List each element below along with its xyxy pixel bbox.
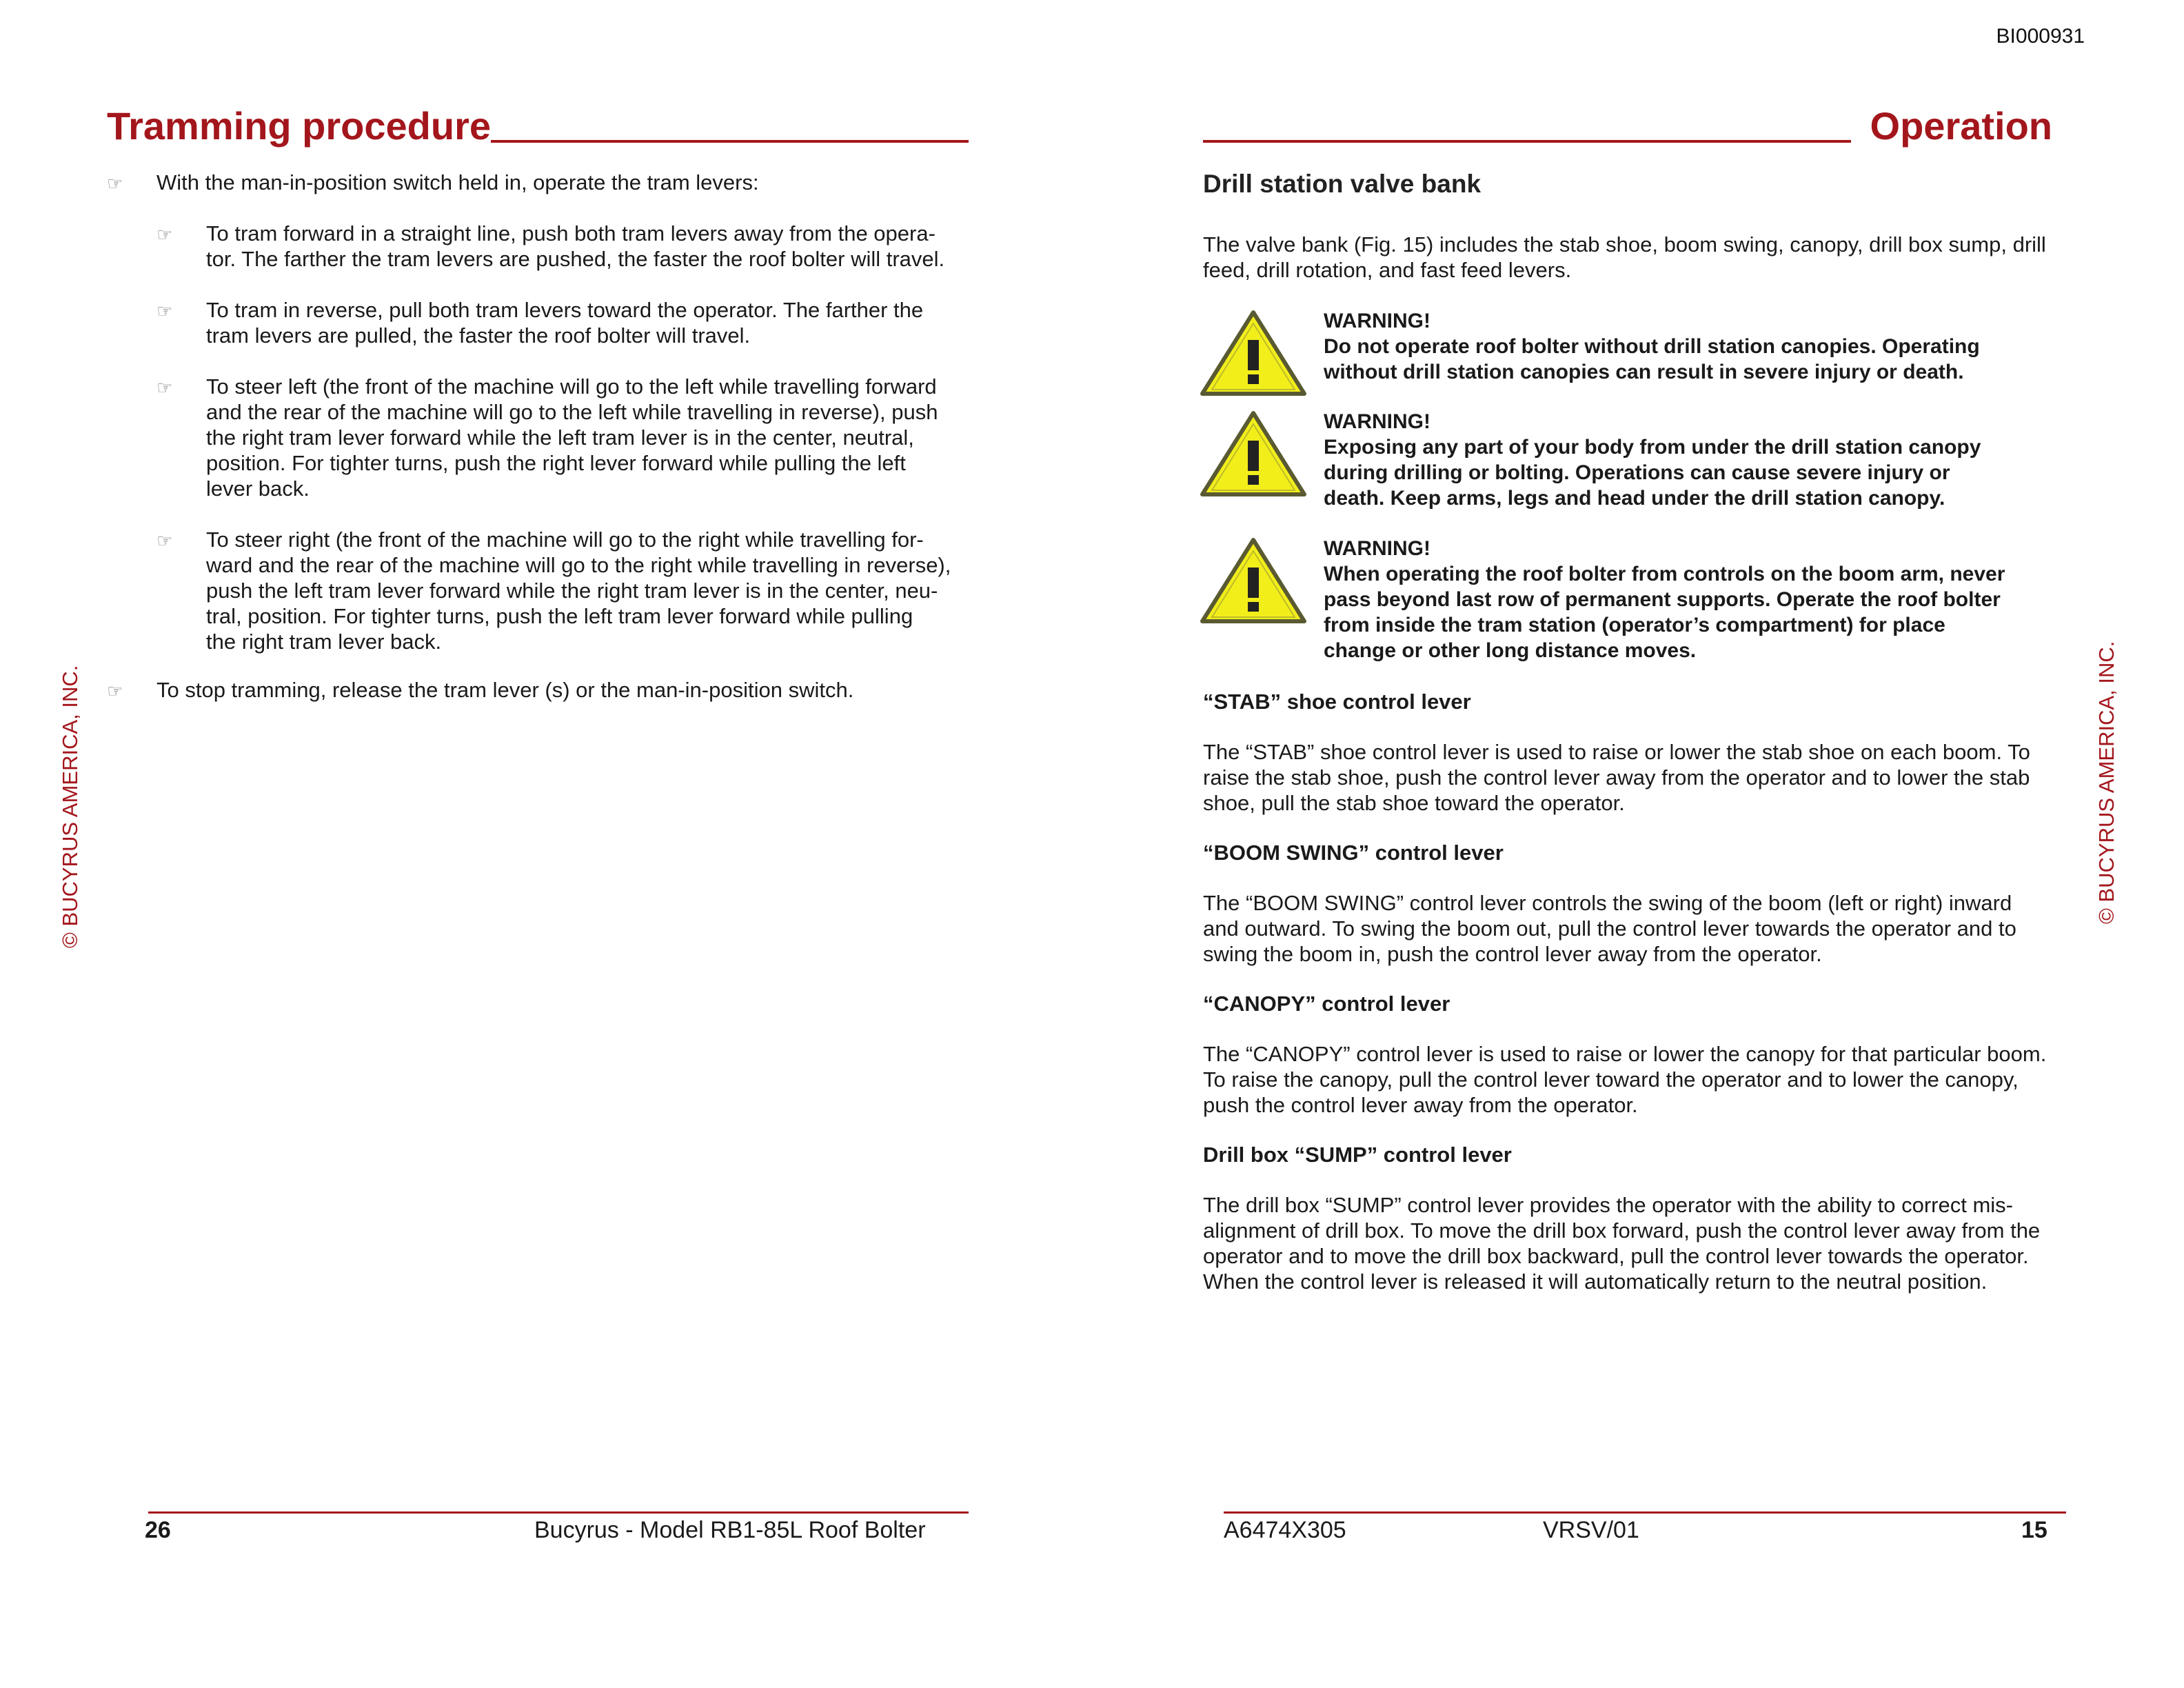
left-page-number: 26 <box>145 1517 171 1543</box>
warning-text <box>1324 308 1980 409</box>
right-page-header <box>1203 103 2052 148</box>
warnings <box>1200 308 2089 667</box>
pointing-hand-icon: ☞ <box>156 224 173 245</box>
lever-heading: “CANOPY” control lever <box>1203 992 1450 1016</box>
list-item-text: To steer right (the front of the machine will go to the right while travelling for- ward and the rear of the machine will go to the right while travelling in reverse), push the left tram lever forward while the right tram lever is in the center, neu- tral, position. For tighter turns, push the left tram lever forward while pulling the right tram lever back. <box>206 528 951 654</box>
right-side-copyright: © BUCYRUS AMERICA, INC. <box>2094 641 2119 924</box>
list-item <box>156 297 984 348</box>
warning-title: WARNING! <box>1324 310 1430 332</box>
pointing-hand-icon: ☞ <box>107 681 123 701</box>
left-page-header <box>107 103 969 148</box>
warning-body: Exposing any part of your body from under the drill station canopy during drilling or bolting. Operations can cause severe injury or death. Keep arms, legs and head under the drill station canopy. <box>1324 436 1981 510</box>
pointing-hand-icon: ☞ <box>156 530 173 551</box>
warning-triangle-icon <box>1200 536 1307 625</box>
warning-triangle-icon <box>1200 409 1307 499</box>
pointing-hand-icon: ☞ <box>107 173 123 194</box>
lever-heading: “STAB” shoe control lever <box>1203 690 1471 714</box>
title-underline <box>491 140 969 143</box>
lever-section <box>1203 1143 2089 1294</box>
warning-text <box>1324 409 1981 536</box>
left-page-title: Tramming procedure <box>107 104 492 148</box>
warning-title: WARNING! <box>1324 410 1430 433</box>
document-id: BI000931 <box>1996 25 2085 48</box>
title-underline <box>1203 140 1851 143</box>
warning-triangle-icon <box>1200 308 1307 398</box>
lever-description: The “STAB” shoe control lever is used to raise or lower the stab shoe on each boom. To raise the stab shoe, push the control lever away from the operator and to lower the stab shoe, pull the stab shoe toward the operator. <box>1203 740 2030 815</box>
lever-section <box>1203 690 2089 816</box>
pointing-hand-icon: ☞ <box>156 377 173 398</box>
list-item <box>156 374 984 501</box>
pointing-hand-icon: ☞ <box>156 301 173 321</box>
warning-body: Do not operate roof bolter without drill station canopies. Operating without drill station canopies can result in severe injury or death. <box>1324 335 1980 383</box>
stop-bullet <box>107 677 975 704</box>
list-item-text: To tram forward in a straight line, push both tram levers away from the opera- tor. The farther the tram levers are pushed, the faster the roof bolter will travel. <box>206 221 945 271</box>
right-footer-rule <box>1224 1511 2066 1514</box>
right-page-number: 15 <box>2021 1517 2048 1543</box>
lever-section <box>1203 841 2089 967</box>
lever-heading: Drill box “SUMP” control lever <box>1203 1143 1512 1167</box>
list-item <box>156 527 984 654</box>
warning-text <box>1324 536 2005 667</box>
tram-sub-bullets <box>156 221 984 680</box>
intro-bullet <box>107 170 975 197</box>
valve-bank-heading: Drill station valve bank <box>1203 170 1482 198</box>
right-page-title: Operation <box>1870 104 2052 148</box>
warning-body: When operating the roof bolter from controls on the boom arm, never pass beyond last row of permanent supports. Operate the roof bolter from inside the tram station (operator’s compartment) for place change or other long distance moves. <box>1324 563 2005 662</box>
warning-block <box>1200 308 2089 409</box>
list-item-text: To steer left (the front of the machine will go to the left while travelling forward and the rear of the machine will go to the left while travelling in reverse), push the right tram lever forward while the left tram lever is in the center, neutral, position. For tighter turns, push the right lever forward while pulling the left lever back. <box>206 374 938 501</box>
revision: VRSV/01 <box>1543 1517 1639 1543</box>
lever-description: The “BOOM SWING” control lever controls the swing of the boom (left or right) inward and outward. To swing the boom out, pull the control lever towards the operator and to swing the boom in, push the control lever away from the operator. <box>1203 891 2016 966</box>
list-item-text: To tram in reverse, pull both tram levers toward the operator. The farther the tram levers are pulled, the faster the roof bolter will travel. <box>206 298 924 348</box>
list-item <box>156 221 984 272</box>
lever-section <box>1203 992 2089 1118</box>
control-lever-sections <box>1203 690 2089 1294</box>
left-footer-title: Bucyrus - Model RB1-85L Roof Bolter <box>534 1517 926 1543</box>
left-side-copyright: © BUCYRUS AMERICA, INC. <box>58 665 82 948</box>
warning-title: WARNING! <box>1324 537 1430 560</box>
warning-block <box>1200 536 2089 667</box>
lever-heading: “BOOM SWING” control lever <box>1203 841 1504 865</box>
intro-text: With the man-in-position switch held in, operate the tram levers: <box>156 170 759 194</box>
left-footer-rule <box>148 1511 969 1514</box>
lever-description: The “CANOPY” control lever is used to raise or lower the canopy for that particular boom. To raise the canopy, pull the control lever toward the operator and to lower the canopy, push the control lever away from the operator. <box>1203 1042 2047 1117</box>
valve-bank-intro: The valve bank (Fig. 15) includes the stab shoe, boom swing, canopy, drill box sump, drill feed, drill rotation, and fast feed levers. <box>1203 232 2046 282</box>
lever-description: The drill box “SUMP” control lever provides the operator with the ability to correct mis- alignment of drill box. To move the drill box forward, push the control lever away from the operator and to move the drill box backward, pull the control lever towards the operator. When the control lever is released it will automatically return to the neutral position. <box>1203 1193 2041 1294</box>
part-number: A6474X305 <box>1224 1517 1346 1543</box>
warning-block <box>1200 409 2089 536</box>
stop-text: To stop tramming, release the tram lever (s) or the man-in-position switch. <box>156 678 854 702</box>
